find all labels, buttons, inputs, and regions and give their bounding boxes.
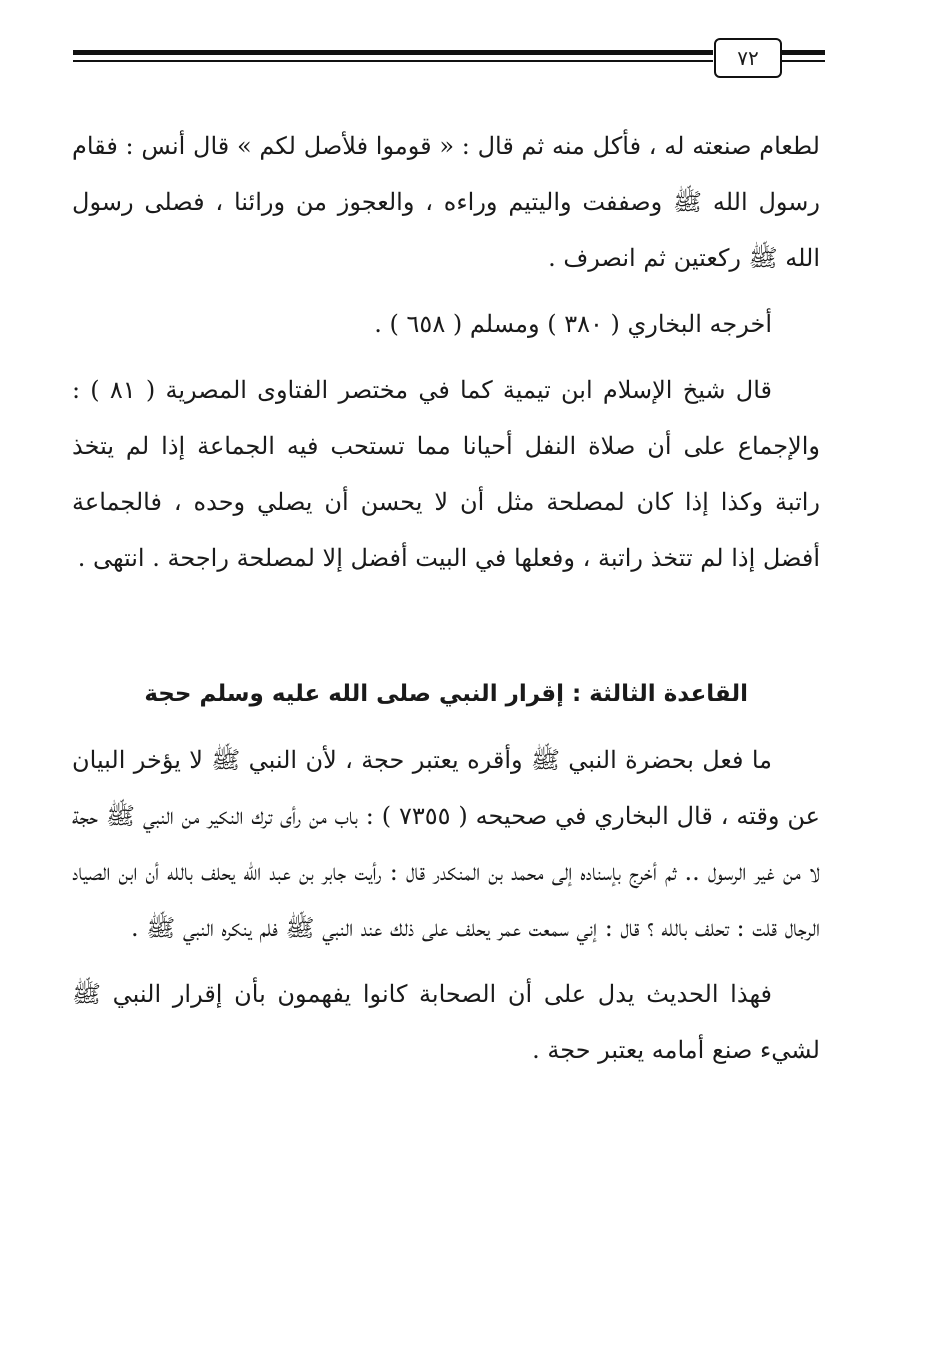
page-number: ٧٢ <box>714 38 782 78</box>
header-rule-thick <box>73 50 713 55</box>
header-rule-thin-right <box>779 60 825 62</box>
page-body <box>72 118 820 1078</box>
header-rule-thick-right <box>779 50 825 55</box>
paragraph-ibn-taymiyya: قال شيخ الإسلام ابن تيمية كما في مختصر الفتاوى المصرية ( ٨١ ) : والإجماع على أن صلاة النفل أحيانا مما تستحب فيه الجماعة إذا لم يتخذ راتبة وكذا إذا كان لمصلحة مثل أن لا يحسن أن يصلي وحده ، فالجماعة أفضل إذا لم تتخذ راتبة ، وفعلها في البيت أفضل إلا لمصلحة راجحة . انتهى . <box>72 376 820 572</box>
paragraph-conclusion: فهذا الحديث يدل على أن الصحابة كانوا يفهمون بأن إقرار النبي ﷺ لشيء صنع أمامه يعتبر حجة . <box>72 980 820 1064</box>
paragraph-hadith: لطعام صنعته له ، فأكل منه ثم قال : « قوموا فلأصل لكم » قال أنس : فقام رسول الله ﷺ وصففت واليتيم وراءه ، والعجوز من ورائنا ، فصلى رسول الله ﷺ ركعتين ثم انصرف . <box>72 132 820 272</box>
header-rule-thin <box>73 60 713 62</box>
paragraph-rule-three: ما فعل بحضرة النبي ﷺ وأقره يعتبر حجة ، لأن النبي ﷺ لا يؤخر البيان عن وقته ، قال البخاري في صحيحه ( ٧٣٥٥ ) : باب من رأى ترك النكير من النبي ﷺ حجة لا من غير الرسول .. ثم أخرج بإسناده إلى محمد بن المنكدر قال : رأيت جابر بن عبد الله يحلف بالله أن ابن الصياد الرجال قلت : تحلف بالله ؟ قال : إني سمعت عمر يحلف على ذلك عند النبي ﷺ فلم ينكره النبي ﷺ . <box>72 746 820 942</box>
page-header <box>73 38 825 78</box>
hadith-source: أخرجه البخاري ( ٣٨٠ ) ومسلم ( ٦٥٨ ) . <box>374 310 772 338</box>
section-heading: القاعدة الثالثة : إقرار النبي صلى الله عليه وسلم حجة <box>144 681 748 707</box>
